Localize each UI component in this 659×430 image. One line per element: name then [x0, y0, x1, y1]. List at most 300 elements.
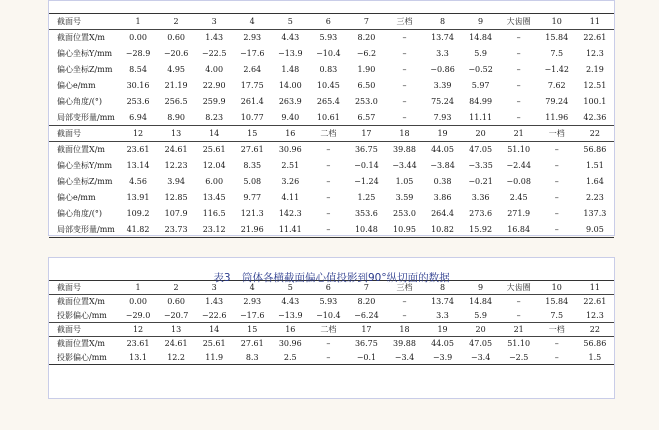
table-cell: 7.5 — [550, 49, 564, 58]
table-cell: 0.38 — [433, 177, 452, 186]
table-cell: 13.91 — [126, 193, 150, 202]
table-cell: −20.6 — [163, 49, 189, 58]
table-cell: 23.61 — [126, 339, 150, 349]
table-cell: 1.5 — [576, 351, 614, 365]
table-cell: 6.94 — [129, 112, 147, 122]
table-cell: 13.14 — [126, 161, 150, 170]
table-cell: 3.59 — [395, 193, 414, 202]
header-cell: 12 — [119, 323, 157, 337]
table-cell: 1.64 — [585, 177, 604, 186]
table-cell: 259.9 — [202, 97, 226, 106]
table-cell: – — [326, 339, 331, 349]
table-cell: −3.4 — [385, 351, 423, 365]
table-cell: 2.5 — [271, 351, 309, 365]
table-row — [49, 62, 614, 78]
table-cell: 6.00 — [205, 177, 224, 186]
header-cell: 一档 — [538, 126, 576, 142]
table-cell: 1.25 — [357, 193, 376, 202]
table-cell: – — [554, 177, 559, 186]
table-cell: 22.61 — [583, 297, 607, 307]
row-label: 偏心坐标Z/mm — [57, 177, 113, 186]
table-cell: 2.93 — [243, 297, 262, 307]
header-cell: 6 — [309, 14, 347, 30]
row-label: 截面号 — [49, 323, 119, 337]
header-row — [49, 126, 614, 142]
table-cell: 1.43 — [205, 297, 224, 307]
table-cell: 107.9 — [164, 209, 188, 218]
header-cell: 4 — [233, 281, 271, 295]
table-cell: 7.5 — [550, 310, 564, 320]
table-cell: 10.45 — [316, 81, 340, 90]
header-cell: 20 — [462, 126, 500, 142]
table-cell: – — [554, 161, 559, 170]
header-cell: 21 — [500, 126, 538, 142]
header-cell: 12 — [119, 126, 157, 142]
table-cell: 30.96 — [278, 145, 302, 155]
header-cell: 13 — [157, 126, 195, 142]
row-label: 投影偏心/mm — [49, 351, 119, 365]
table-cell: 10.82 — [424, 222, 462, 238]
table-cell: 22.61 — [583, 33, 607, 43]
header-cell: 三档 — [385, 281, 423, 295]
table-cell: 0.83 — [319, 65, 338, 74]
table3-panel — [48, 257, 615, 399]
table-cell: 253.0 — [393, 209, 416, 218]
header-cell: 7 — [347, 281, 385, 295]
table-cell: – — [516, 49, 521, 58]
table-cell: −0.52 — [468, 65, 493, 74]
table-cell: 15.84 — [545, 33, 569, 43]
row-label: 截面位置X/m — [57, 33, 105, 43]
table-cell: 0.00 — [129, 33, 147, 43]
table-cell: – — [402, 81, 407, 90]
table-cell: 22.90 — [202, 81, 226, 90]
table-cell: – — [326, 193, 331, 202]
table-cell: – — [554, 339, 559, 349]
table-cell: −2.44 — [506, 161, 531, 170]
table-cell: 21.19 — [164, 81, 188, 90]
table-cell: 11.11 — [469, 112, 493, 122]
table-row — [49, 190, 614, 206]
table-cell: 44.05 — [431, 339, 454, 349]
table-cell: −3.35 — [468, 161, 493, 170]
table-cell: – — [326, 161, 331, 170]
table-cell: – — [516, 297, 521, 307]
row-label: 局部变形量/mm — [57, 112, 115, 122]
table-cell: 12.85 — [164, 193, 188, 202]
row-label: 偏心角度/(°) — [57, 209, 102, 218]
header-cell: 5 — [271, 14, 309, 30]
header-cell: 21 — [500, 323, 538, 337]
table-cell: 25.61 — [202, 339, 226, 349]
header-cell: 20 — [462, 323, 500, 337]
table-cell: −0.86 — [430, 65, 455, 74]
table-cell: 5.97 — [471, 81, 490, 90]
table-cell: 23.73 — [157, 222, 195, 238]
table-cell: −6.24 — [354, 310, 379, 320]
table-cell: – — [538, 351, 576, 365]
eccentricity-table — [49, 13, 614, 238]
table-row — [49, 30, 614, 46]
header-cell: 一档 — [538, 323, 576, 337]
table-cell: 121.3 — [240, 209, 264, 218]
table-row — [49, 110, 614, 126]
table-row — [49, 206, 614, 222]
header-cell: 2 — [157, 14, 195, 30]
table-cell: 2.23 — [585, 193, 604, 202]
table-cell: −3.84 — [430, 161, 455, 170]
table-cell: 23.12 — [195, 222, 233, 238]
table-cell: −3.4 — [462, 351, 500, 365]
table-cell: 12.3 — [585, 49, 604, 58]
table-cell: 9.77 — [243, 193, 262, 202]
table-cell: −22.6 — [201, 310, 227, 320]
table-cell: 12.51 — [583, 81, 607, 90]
table-cell: – — [402, 49, 407, 58]
table-row — [49, 78, 614, 94]
table-cell: 16.84 — [500, 222, 538, 238]
table-row — [49, 295, 614, 309]
table-cell: 8.20 — [357, 297, 376, 307]
table-cell: 2.45 — [509, 193, 528, 202]
table-cell: – — [402, 97, 407, 106]
header-cell: 22 — [576, 323, 614, 337]
row-label: 截面号 — [49, 281, 119, 295]
projection-table — [49, 280, 614, 365]
table-cell: – — [326, 145, 331, 155]
table-cell: 116.5 — [202, 209, 226, 218]
table-cell: 4.43 — [281, 33, 300, 43]
table-cell: 27.61 — [240, 145, 264, 155]
row-label: 偏心e/mm — [57, 81, 96, 90]
caption-label: 表3 — [213, 272, 231, 284]
table-cell: 253.0 — [354, 97, 378, 106]
header-cell: 三档 — [385, 14, 423, 30]
table-cell: 39.88 — [393, 339, 416, 349]
table-cell: 2.64 — [243, 65, 262, 74]
table-cell: 30.16 — [126, 81, 150, 90]
table-cell: −22.5 — [201, 49, 227, 58]
header-cell: 9 — [462, 281, 500, 295]
table-row — [49, 309, 614, 323]
table-cell: 12.04 — [202, 161, 226, 170]
table-cell: 4.43 — [281, 297, 300, 307]
header-cell: 17 — [347, 126, 385, 142]
table-cell: 36.75 — [354, 339, 378, 349]
table-cell: 3.3 — [436, 310, 449, 320]
header-cell: 14 — [195, 126, 233, 142]
table-cell: 8.90 — [167, 112, 185, 122]
table-cell: 0.60 — [167, 33, 185, 43]
row-label: 偏心坐标Y/mm — [57, 49, 113, 58]
table-cell: 14.84 — [469, 297, 493, 307]
header-row — [49, 323, 614, 337]
table-cell: 137.3 — [583, 209, 607, 218]
table-cell: 15.92 — [462, 222, 500, 238]
table-cell: – — [516, 97, 521, 106]
table-cell: 30.96 — [278, 339, 302, 349]
table-cell: – — [402, 112, 407, 122]
header-cell: 6 — [309, 281, 347, 295]
table-cell: −17.6 — [239, 49, 265, 58]
table-cell: −1.24 — [354, 177, 379, 186]
header-cell: 3 — [195, 281, 233, 295]
table-row — [49, 351, 614, 365]
table-cell: 39.88 — [393, 145, 416, 155]
table-cell: 2.93 — [243, 33, 262, 43]
row-label: 截面号 — [49, 14, 119, 30]
table-cell: 261.4 — [240, 97, 264, 106]
header-cell: 18 — [385, 126, 423, 142]
header-cell: 7 — [347, 14, 385, 30]
table-cell: 10.48 — [347, 222, 385, 238]
table-cell: 7.62 — [547, 81, 566, 90]
table-cell: – — [516, 310, 521, 320]
table-row — [49, 158, 614, 174]
table-cell: 5.93 — [319, 33, 338, 43]
header-cell: 16 — [271, 126, 309, 142]
table-cell: 0.00 — [129, 297, 147, 307]
table-cell: – — [402, 65, 407, 74]
table-cell: – — [309, 222, 347, 238]
table-cell: 273.6 — [469, 209, 493, 218]
table-cell: – — [516, 33, 521, 43]
table-cell: 51.10 — [507, 339, 531, 349]
table-cell: 11.41 — [271, 222, 309, 238]
table-cell: 14.00 — [278, 81, 302, 90]
table-cell: 8.3 — [233, 351, 271, 365]
header-cell: 10 — [538, 14, 576, 30]
table-cell: 56.86 — [583, 145, 607, 155]
header-cell: 二档 — [309, 323, 347, 337]
table-cell: 11.9 — [195, 351, 233, 365]
table-cell: 47.05 — [469, 145, 493, 155]
row-label: 截面位置X/m — [57, 297, 105, 307]
table-cell: 8.20 — [357, 33, 376, 43]
header-cell: 大齿圈 — [500, 14, 538, 30]
table-cell: – — [326, 177, 331, 186]
table-cell: 2.51 — [281, 161, 300, 170]
table-cell: 5.9 — [474, 310, 487, 320]
table-cell: 10.77 — [240, 112, 264, 122]
header-cell: 2 — [157, 281, 195, 295]
table-cell: 1.51 — [585, 161, 604, 170]
table-cell: 15.84 — [545, 297, 569, 307]
table-cell: – — [326, 209, 331, 218]
table-cell: 256.5 — [164, 97, 188, 106]
table-row — [49, 46, 614, 62]
table-cell: 1.90 — [357, 65, 376, 74]
table-cell: – — [554, 145, 559, 155]
table-row — [49, 222, 614, 238]
table-cell: −0.1 — [347, 351, 385, 365]
table-cell: 3.36 — [471, 193, 490, 202]
header-cell: 16 — [271, 323, 309, 337]
table-cell: 100.1 — [583, 97, 607, 106]
table-cell: −2.5 — [500, 351, 538, 365]
table-cell: 1.43 — [205, 33, 224, 43]
table-cell: −3.9 — [424, 351, 462, 365]
table-cell: 75.24 — [431, 97, 454, 106]
header-cell: 10 — [538, 281, 576, 295]
table-cell: 23.61 — [126, 145, 150, 155]
table-cell: 13.45 — [202, 193, 226, 202]
header-cell: 13 — [157, 323, 195, 337]
table-cell: 24.61 — [164, 145, 188, 155]
table-cell: 5.9 — [474, 49, 487, 58]
row-label: 局部变形量/mm — [49, 222, 119, 238]
table-cell: 13.1 — [119, 351, 157, 365]
table-cell: – — [538, 222, 576, 238]
table-cell: – — [402, 33, 407, 43]
table-cell: 25.61 — [202, 145, 226, 155]
table-cell: 24.61 — [164, 339, 188, 349]
table-cell: 21.96 — [233, 222, 271, 238]
header-cell: 19 — [424, 323, 462, 337]
table-cell: 265.4 — [316, 97, 340, 106]
row-label: 偏心坐标Z/mm — [57, 65, 113, 74]
table-cell: – — [516, 65, 521, 74]
table-cell: 4.56 — [129, 177, 147, 186]
header-row — [49, 14, 614, 30]
table-cell: – — [402, 310, 407, 320]
header-cell: 4 — [233, 14, 271, 30]
header-cell: 17 — [347, 323, 385, 337]
row-label: 偏心e/mm — [57, 193, 96, 202]
table-cell: 264.4 — [431, 209, 454, 218]
table-cell: 142.3 — [278, 209, 302, 218]
table-cell: 17.75 — [240, 81, 264, 90]
table-cell: 10.95 — [385, 222, 423, 238]
header-cell: 1 — [119, 281, 157, 295]
table-cell: 271.9 — [507, 209, 531, 218]
table-cell: 353.6 — [354, 209, 378, 218]
table-cell: 4.95 — [167, 65, 185, 74]
table-cell: 0.60 — [167, 297, 185, 307]
table-cell: 9.40 — [281, 112, 300, 122]
table-row — [49, 142, 614, 158]
table-cell: – — [516, 112, 521, 122]
table-cell: 27.61 — [240, 339, 264, 349]
table-cell: 13.74 — [431, 33, 454, 43]
table-cell: 7.93 — [433, 112, 452, 122]
table-cell: −13.9 — [278, 49, 303, 58]
table-cell: 3.3 — [436, 49, 449, 58]
table-cell: 84.99 — [469, 97, 493, 106]
table-cell: 6.57 — [357, 112, 376, 122]
row-label: 截面号 — [49, 126, 119, 142]
table-cell: −17.6 — [239, 310, 265, 320]
table-cell: 36.75 — [354, 145, 378, 155]
table-cell: 8.35 — [243, 161, 262, 170]
caption-text: 筒体各横截面偏心值投影到90°纵切面的数据 — [241, 272, 450, 284]
table-cell: 11.96 — [545, 112, 569, 122]
table-cell: −0.08 — [506, 177, 531, 186]
table-cell: – — [309, 351, 347, 365]
table-row — [49, 94, 614, 110]
table-cell: 3.94 — [167, 177, 185, 186]
table-caption — [49, 258, 614, 284]
header-cell: 11 — [576, 281, 614, 295]
table-cell: −0.14 — [354, 161, 379, 170]
table-cell: −0.21 — [468, 177, 493, 186]
table-cell: 1.48 — [281, 65, 300, 74]
table-cell: 10.61 — [316, 112, 340, 122]
header-cell: 大齿圈 — [500, 281, 538, 295]
table-cell: 13.74 — [431, 297, 454, 307]
header-cell: 15 — [233, 323, 271, 337]
table-cell: 4.00 — [205, 65, 224, 74]
table-cell: 3.26 — [281, 177, 300, 186]
table-cell: 14.84 — [469, 33, 493, 43]
table-cell: – — [554, 209, 559, 218]
table-cell: −3.44 — [392, 161, 417, 170]
table-cell: 44.05 — [431, 145, 454, 155]
header-cell: 5 — [271, 281, 309, 295]
header-cell: 3 — [195, 14, 233, 30]
table-cell: 42.36 — [583, 112, 607, 122]
header-cell: 11 — [576, 14, 614, 30]
table-cell: 41.82 — [119, 222, 157, 238]
table-cell: 51.10 — [507, 145, 531, 155]
table-cell: −29.0 — [125, 310, 151, 320]
table-cell: −13.9 — [278, 310, 303, 320]
row-label: 截面位置X/m — [57, 145, 105, 155]
table-cell: 79.24 — [545, 97, 569, 106]
table-cell: 9.05 — [576, 222, 614, 238]
table-row — [49, 337, 614, 351]
table-cell: 56.86 — [583, 339, 607, 349]
table-cell: 8.23 — [205, 112, 224, 122]
table-cell: −20.7 — [163, 310, 189, 320]
table-cell: 8.54 — [129, 65, 147, 74]
table-cell: −10.4 — [316, 49, 341, 58]
table-cell: 5.93 — [319, 297, 338, 307]
table-cell: 2.19 — [585, 65, 604, 74]
header-cell: 8 — [424, 281, 462, 295]
header-cell: 1 — [119, 14, 157, 30]
table-cell: 47.05 — [469, 339, 493, 349]
table-row — [49, 174, 614, 190]
table-cell: 3.39 — [433, 81, 452, 90]
table-cell: 5.08 — [243, 177, 262, 186]
row-label: 偏心坐标Y/mm — [57, 161, 113, 170]
table-cell: 4.11 — [281, 193, 300, 202]
table-cell: 253.6 — [126, 97, 150, 106]
table-cell: −10.4 — [316, 310, 341, 320]
row-label: 偏心角度/(°) — [57, 97, 102, 106]
header-cell: 8 — [424, 14, 462, 30]
table-cell: 12.3 — [585, 310, 604, 320]
table-cell: – — [554, 193, 559, 202]
header-cell: 19 — [424, 126, 462, 142]
table-cell: 12.2 — [157, 351, 195, 365]
table-cell: – — [516, 81, 521, 90]
header-cell: 二档 — [309, 126, 347, 142]
table-cell: 1.05 — [395, 177, 414, 186]
table-cell: – — [402, 297, 407, 307]
header-cell: 22 — [576, 126, 614, 142]
table-cell: −1.42 — [544, 65, 569, 74]
table-cell: 6.50 — [357, 81, 376, 90]
table-cell: 263.9 — [278, 97, 302, 106]
table-cell: 12.23 — [164, 161, 188, 170]
row-label: 投影偏心/mm — [57, 310, 107, 320]
table-cell: −6.2 — [356, 49, 377, 58]
header-cell: 14 — [195, 323, 233, 337]
table-cell: 109.2 — [126, 209, 150, 218]
header-cell: 18 — [385, 323, 423, 337]
